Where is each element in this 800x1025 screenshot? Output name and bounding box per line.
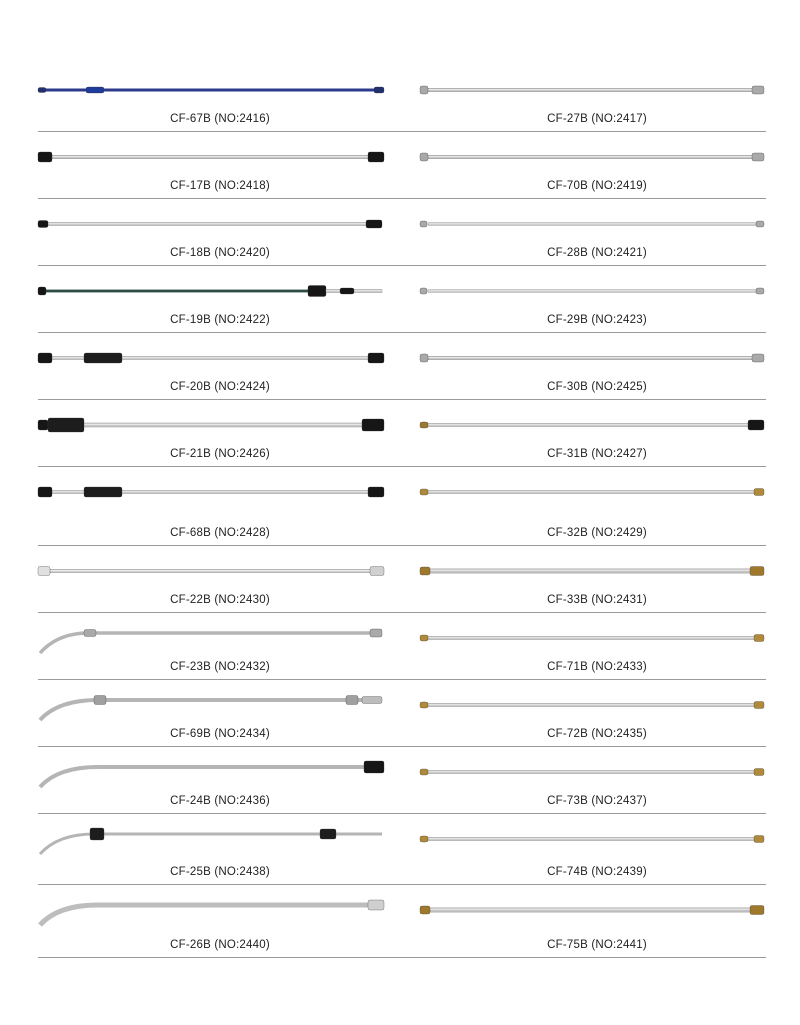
spray-lance-image: [38, 146, 388, 168]
product-cell: [38, 680, 402, 746]
spray-lance-image: [420, 828, 770, 850]
product-cell: [38, 814, 402, 884]
product-code-label: CF-24B (NO:2436): [170, 795, 270, 807]
product-code-label: CF-32B (NO:2429): [547, 527, 647, 539]
spray-lance-image: [420, 280, 770, 302]
product-code-label: CF-25B (NO:2438): [170, 866, 270, 878]
spray-lance-image: [420, 560, 770, 582]
product-code-label: CF-22B (NO:2430): [170, 594, 270, 606]
product-cell: [402, 680, 766, 746]
spray-lance-image: [38, 560, 388, 582]
product-cell: [38, 199, 402, 265]
spray-lance-image: [420, 694, 770, 716]
product-code-label: CF-75B (NO:2441): [547, 939, 647, 951]
product-code-label: CF-27B (NO:2417): [547, 113, 647, 125]
product-cell: [402, 333, 766, 399]
spray-lance-image: [38, 627, 388, 649]
product-cell: [38, 885, 402, 957]
product-row: [38, 199, 766, 266]
product-code-label: CF-74B (NO:2439): [547, 866, 647, 878]
product-code-label: CF-30B (NO:2425): [547, 381, 647, 393]
product-code-label: CF-69B (NO:2434): [170, 728, 270, 740]
product-cell: [38, 132, 402, 198]
spray-lance-image: [420, 79, 770, 101]
product-cell: [38, 613, 402, 679]
product-row: [38, 613, 766, 680]
product-cell: [402, 266, 766, 332]
spray-lance-image: [38, 761, 388, 783]
product-code-label: CF-19B (NO:2422): [170, 314, 270, 326]
product-row: [38, 65, 766, 132]
product-cell: [38, 400, 402, 466]
product-code-label: CF-72B (NO:2435): [547, 728, 647, 740]
product-cell: [402, 546, 766, 612]
product-cell: [402, 65, 766, 131]
product-cell: [38, 65, 402, 131]
spray-lance-image: [420, 347, 770, 369]
product-row: [38, 747, 766, 814]
product-code-label: CF-29B (NO:2423): [547, 314, 647, 326]
spray-lance-image: [38, 899, 388, 921]
product-row: [38, 132, 766, 199]
product-row: [38, 680, 766, 747]
spray-lance-image: [420, 899, 770, 921]
product-cell: [402, 747, 766, 813]
product-code-label: CF-21B (NO:2426): [170, 448, 270, 460]
spray-lance-image: [38, 414, 388, 436]
spray-lance-image: [420, 146, 770, 168]
product-code-label: CF-71B (NO:2433): [547, 661, 647, 673]
spray-lance-image: [420, 627, 770, 649]
spray-lance-image: [38, 828, 388, 850]
product-row: [38, 333, 766, 400]
spray-lance-image: [38, 347, 388, 369]
product-code-label: CF-68B (NO:2428): [170, 527, 270, 539]
spray-lance-image: [420, 414, 770, 436]
product-cell: [402, 132, 766, 198]
product-code-label: CF-17B (NO:2418): [170, 180, 270, 192]
spray-lance-image: [38, 213, 388, 235]
product-cell: [402, 467, 766, 545]
product-code-label: CF-67B (NO:2416): [170, 113, 270, 125]
product-cell: [38, 467, 402, 545]
product-cell: [38, 546, 402, 612]
product-cell: [38, 747, 402, 813]
spray-lance-image: [38, 79, 388, 101]
spray-lance-image: [38, 481, 388, 503]
product-row: [38, 546, 766, 613]
product-code-label: CF-70B (NO:2419): [547, 180, 647, 192]
product-code-label: CF-31B (NO:2427): [547, 448, 647, 460]
product-cell: [402, 814, 766, 884]
product-grid: [38, 65, 766, 958]
product-code-label: CF-18B (NO:2420): [170, 247, 270, 259]
spray-lance-image: [420, 761, 770, 783]
product-code-label: CF-33B (NO:2431): [547, 594, 647, 606]
product-code-label: CF-26B (NO:2440): [170, 939, 270, 951]
spray-lance-image: [420, 213, 770, 235]
product-code-label: CF-20B (NO:2424): [170, 381, 270, 393]
product-cell: [402, 400, 766, 466]
product-cell: [38, 333, 402, 399]
product-cell: [402, 885, 766, 957]
spray-lance-image: [38, 694, 388, 716]
product-row: [38, 814, 766, 885]
spray-lance-image: [38, 280, 388, 302]
product-code-label: CF-73B (NO:2437): [547, 795, 647, 807]
product-row: [38, 400, 766, 467]
spray-lance-image: [420, 481, 770, 503]
product-cell: [402, 199, 766, 265]
product-cell: [402, 613, 766, 679]
product-cell: [38, 266, 402, 332]
product-row: [38, 266, 766, 333]
product-code-label: CF-23B (NO:2432): [170, 661, 270, 673]
product-row: [38, 467, 766, 546]
product-code-label: CF-28B (NO:2421): [547, 247, 647, 259]
product-row: [38, 885, 766, 958]
